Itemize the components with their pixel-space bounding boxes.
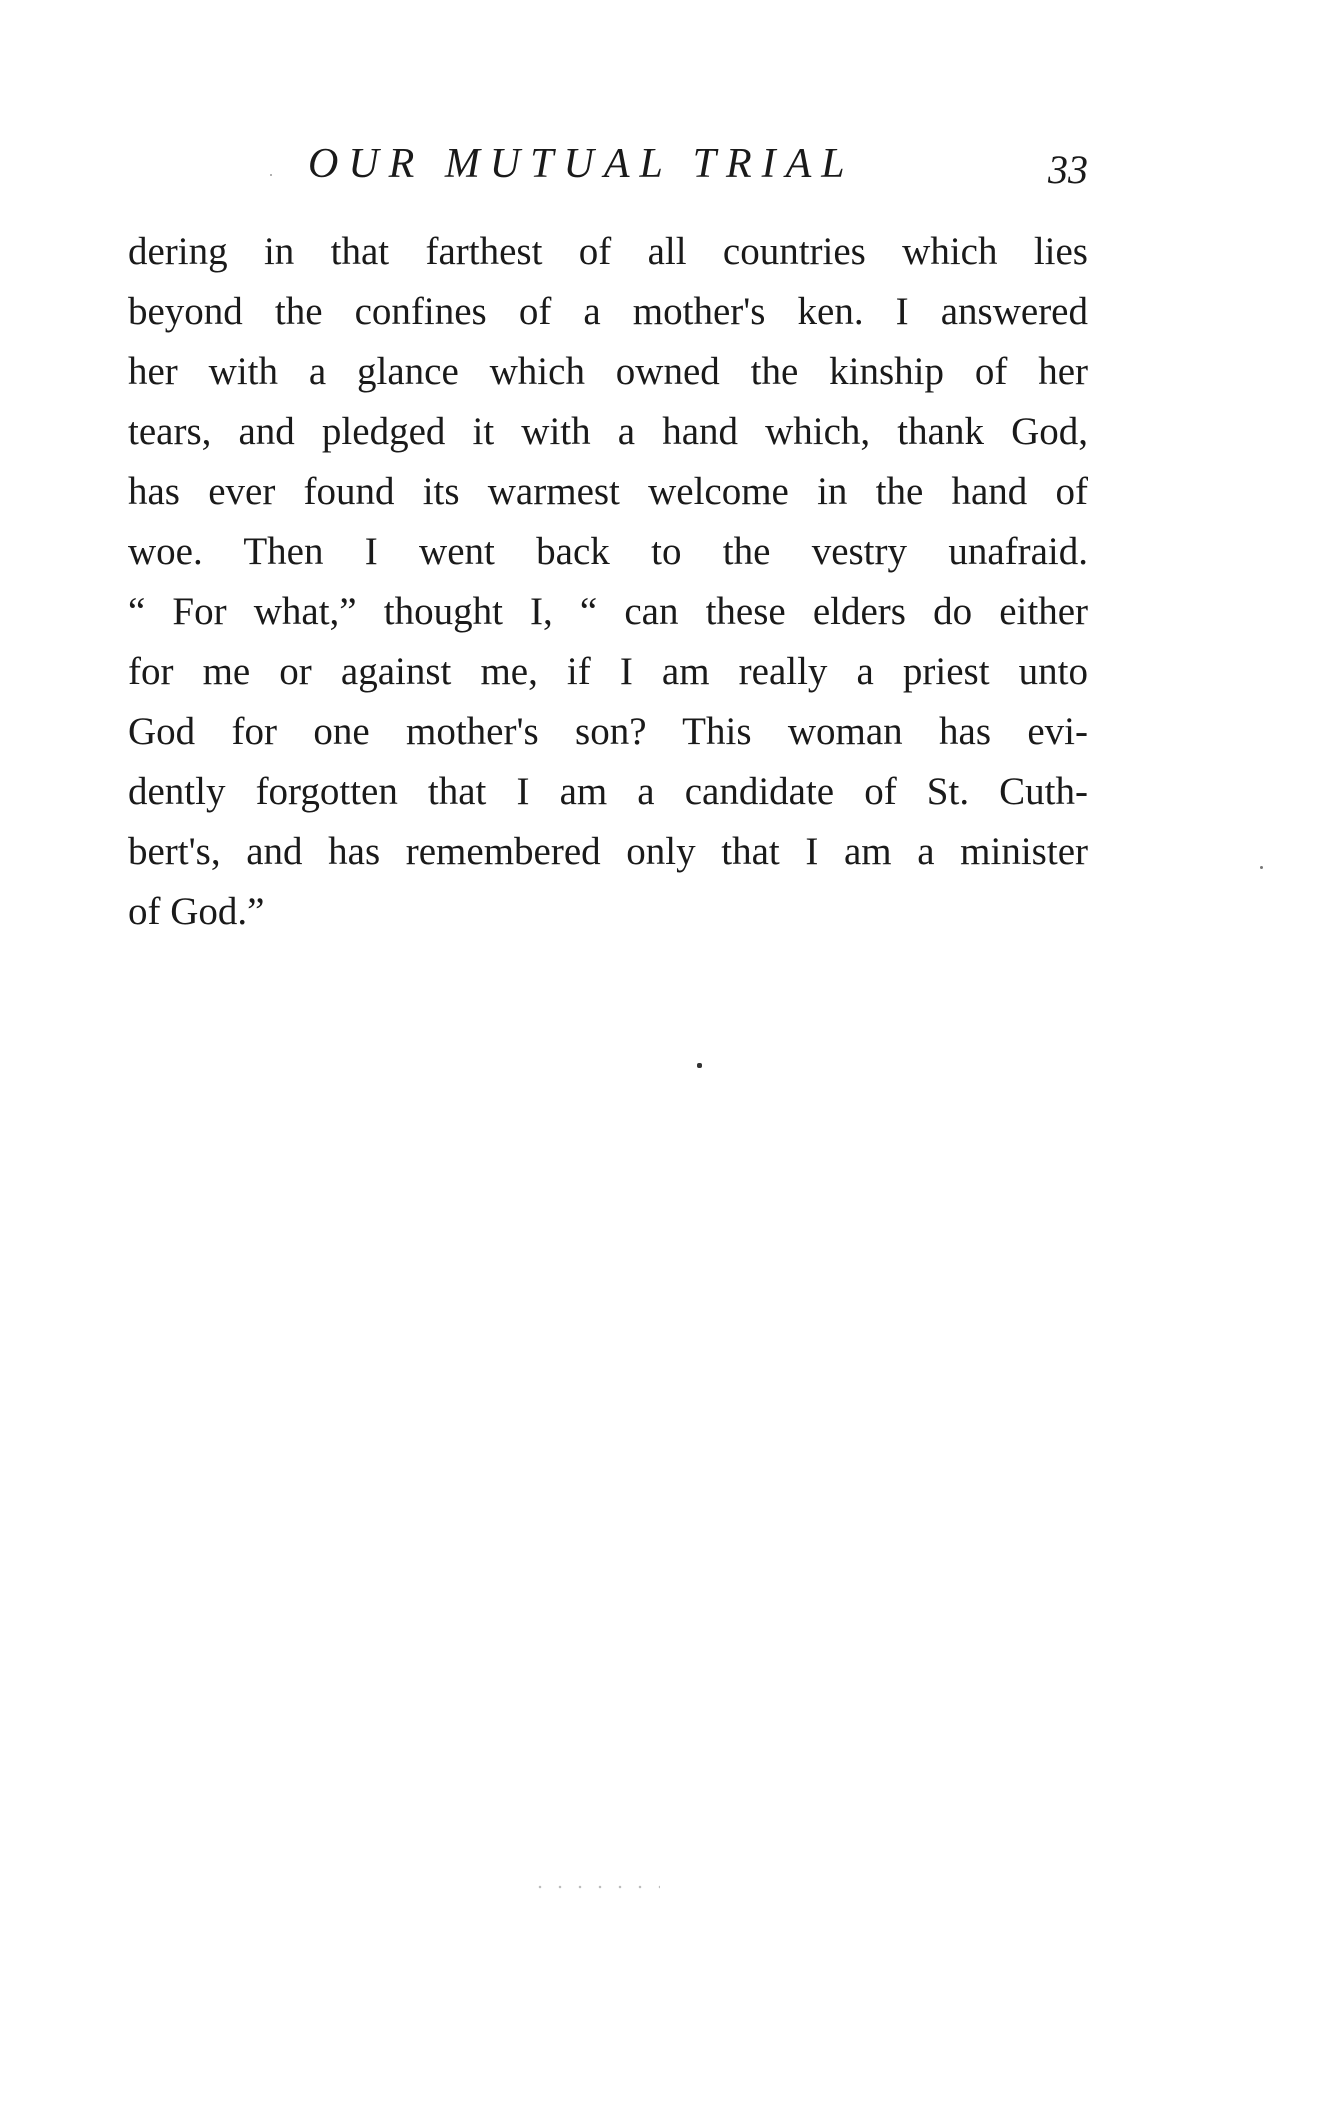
text-line: “ For what,” thought I, “ can these elders do either: [128, 590, 1088, 633]
text-line: has ever found its warmest welcome in the hand of: [128, 470, 1088, 513]
text-line: woe. Then I went back to the vestry unafraid.: [128, 530, 1088, 573]
body-paragraph: [128, 222, 1088, 942]
text-line: beyond the confines of a mother's ken. I answered: [128, 290, 1088, 333]
text-line: for me or against me, if I am really a priest unto: [128, 650, 1088, 693]
print-speck: [697, 1063, 702, 1068]
page-number: 33: [1048, 147, 1088, 192]
text-line: bert's, and has remembered only that I am a minister: [128, 830, 1088, 873]
paper-dust: [530, 1885, 660, 1889]
text-line: dently forgotten that I am a candidate of St. Cuth-: [128, 770, 1088, 813]
running-title: OUR MUTUAL TRIAL: [308, 141, 855, 187]
print-speck: [1260, 866, 1263, 869]
print-speck: [270, 174, 272, 176]
text-line: God for one mother's son? This woman has evi-: [128, 710, 1088, 753]
text-line: her with a glance which owned the kinship of her: [128, 350, 1088, 393]
text-line: dering in that farthest of all countries which lies: [128, 230, 1088, 273]
text-line: of God.”: [128, 890, 265, 933]
running-head: [128, 140, 1088, 200]
text-line: tears, and pledged it with a hand which, thank God,: [128, 410, 1088, 453]
